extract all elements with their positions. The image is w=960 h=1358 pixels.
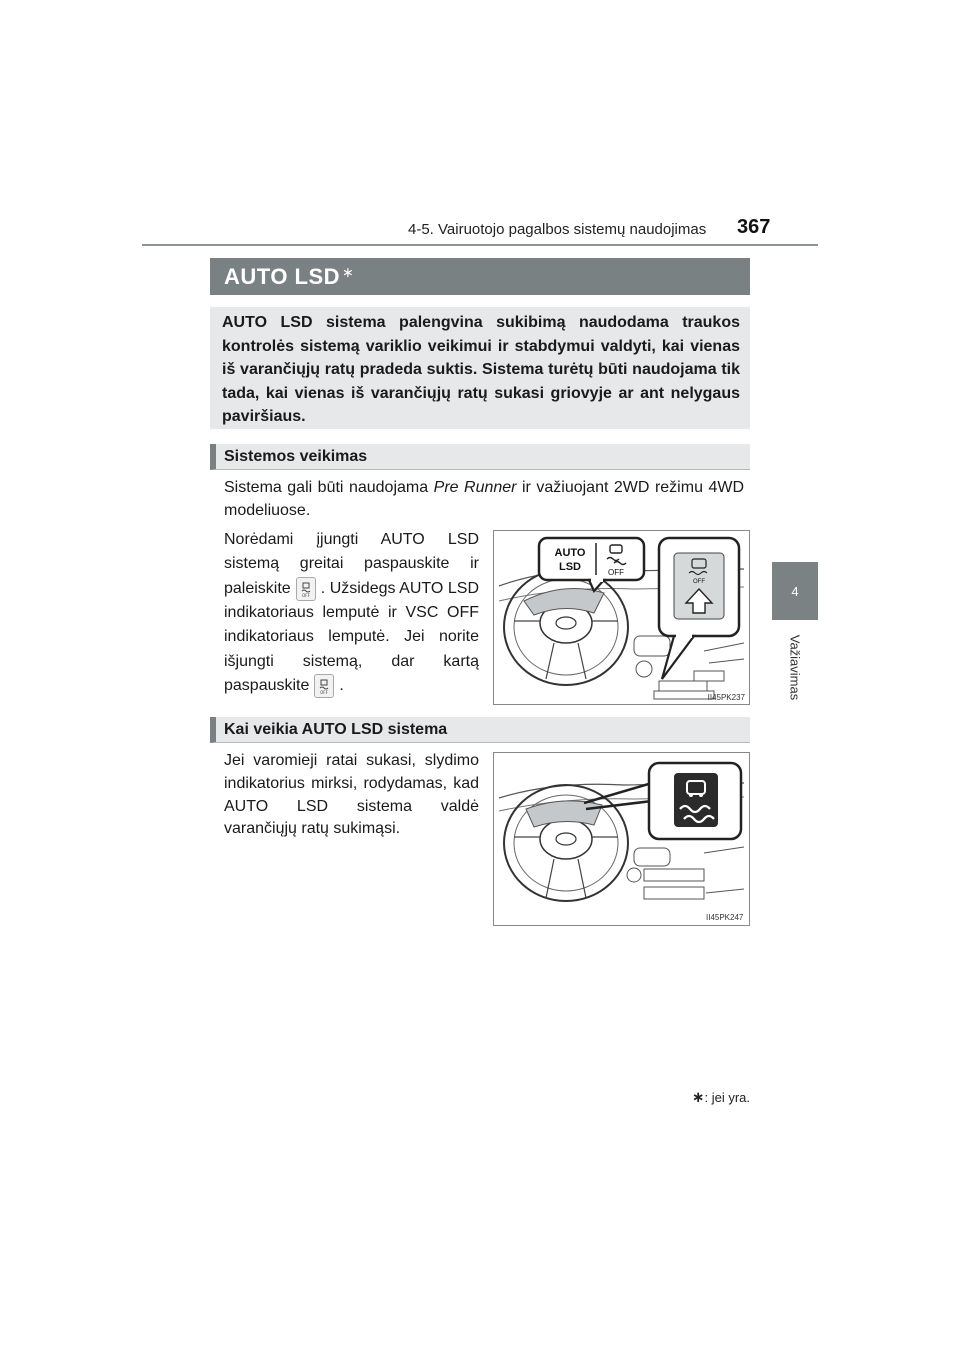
dashboard-drawing <box>494 753 749 925</box>
slip-indicator-illustration <box>493 752 750 926</box>
subheading-system-operation <box>210 444 750 470</box>
slip-indicator-icon <box>674 773 718 827</box>
operation-paragraph <box>224 477 744 522</box>
page-number: 367 <box>737 216 771 238</box>
intro-text: AUTO LSD sistema palengvina sukibimą naudodama traukos kontrolės sistemą variklio veikimui ir stabdymui valdyti, kai vienas iš varančiųjų ratų pradeda suktis. Sistema turėtų būti naudojama tik tada, kai vienas iš varančiųjų ratų sukasi griovyje ar ant nelygaus paviršiaus. <box>222 314 740 425</box>
para-text: . Užsidegs AUTO LSD indikatoriaus lemputė ir VSC OFF indikatoriaus lemputė. Jei norite išjungti sistemą, dar kartą paspauskite <box>224 579 479 695</box>
button-off-text: OFF <box>693 579 705 585</box>
availability-marker: ∗ <box>342 264 355 280</box>
activation-paragraph <box>224 528 479 699</box>
figure-code: II45PK247 <box>706 913 744 922</box>
dashboard-switch-illustration <box>493 530 750 705</box>
active-paragraph <box>224 750 479 841</box>
auto-lsd-switch-icon <box>314 674 334 698</box>
subheading-text: Sistemos veikimas <box>224 447 368 465</box>
subheading-when-active <box>210 717 750 743</box>
svg-text:OFF: OFF <box>301 592 310 598</box>
para-text: . <box>339 677 344 695</box>
footnote <box>600 1088 750 1106</box>
para-text: Jei varomieji ratai sukasi, slydimo indikatorius mirksi, rodydamas, kad AUTO LSD sistema valdė varančiųjų ratų sukimąsi. <box>224 752 479 838</box>
footnote-marker: ∗ <box>691 1089 705 1106</box>
dashboard-drawing <box>494 531 749 704</box>
para-text: Norėdami įjungti AUTO LSD sistemą greitai paspauskite ir paleiskite <box>224 531 479 597</box>
para-text: Sistema gali būti naudojama <box>224 479 434 496</box>
para-text: ir važiuojant 2WD režimu 4WD modeliuose. <box>224 479 745 519</box>
figure-code: II45PK237 <box>707 693 745 702</box>
running-header-title: 4-5. Vairuotojo pagalbos sistemų naudojimas <box>408 221 707 238</box>
model-name: Pre Runner <box>433 479 517 496</box>
chapter-label: Važiavimas <box>787 634 803 701</box>
chapter-tab: 4 <box>772 562 818 620</box>
section-title-bar <box>210 258 750 295</box>
callout-off-text: OFF <box>608 568 624 577</box>
intro-box <box>210 307 750 429</box>
section-title: AUTO LSD <box>224 263 341 289</box>
svg-text:OFF: OFF <box>320 690 329 696</box>
subheading-text: Kai veikia AUTO LSD sistema <box>224 720 448 738</box>
footnote-text: : jei yra. <box>704 1090 750 1105</box>
header-divider <box>142 244 818 246</box>
callout-auto-text: AUTO <box>554 547 586 559</box>
auto-lsd-switch-icon <box>296 577 316 601</box>
callout-lsd-text: LSD <box>559 561 581 573</box>
